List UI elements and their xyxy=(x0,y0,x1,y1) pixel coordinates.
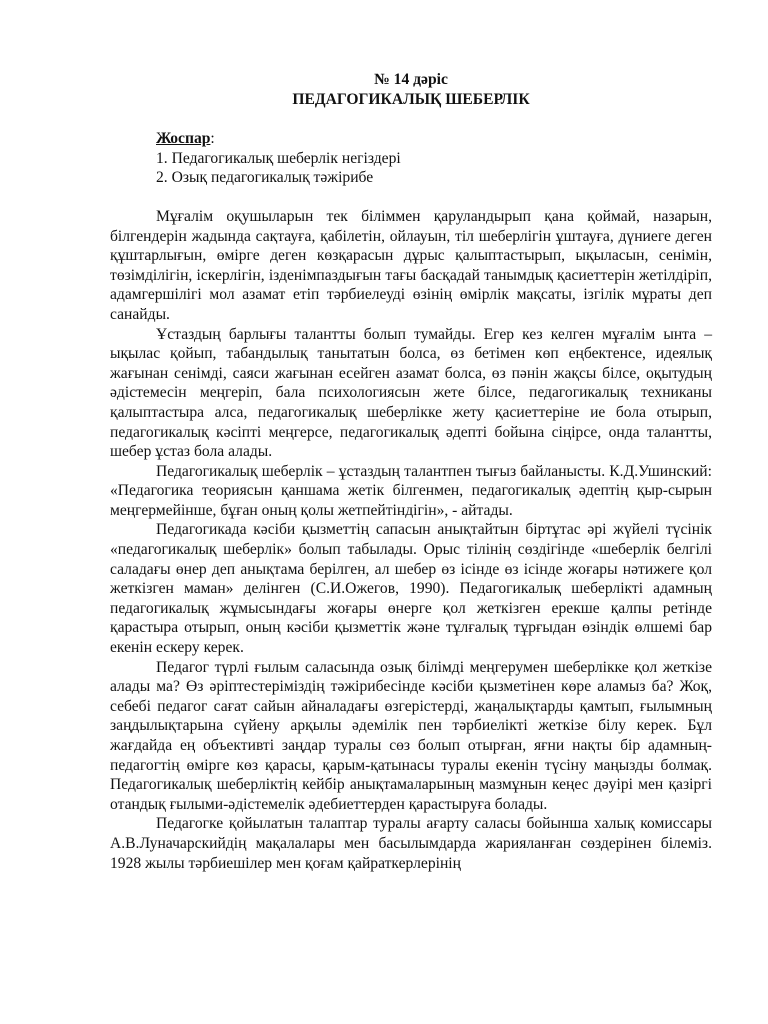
plan-item: 2. Озық педагогикалық тәжірибе xyxy=(156,169,374,187)
plan-section xyxy=(110,129,712,188)
body-paragraph: Мұғалім оқушыларын тек біліммен қаруландырып қана қоймай, назарын, білгендерін жадында сақтауға, қабілетін, ойлауын, тіл шеберлігін ұштауға, дүниеге деген құштарлығын, өмірге деген көзқарасын дұрыс қалыптастырып, ықыласын, сенімін, төзімділігін, іскерлігін, ізденімпаздығын тағы басқадай танымдық қасиеттерін жетілдіріп, адамгершілігі мол азамат етіп тәрбиелеуді өзінің өмірлік мақсаты, ізгілік мұраты деп санайды. xyxy=(110,207,712,323)
plan-heading-line xyxy=(156,129,712,149)
document-title: ПЕДАГОГИКАЛЫҚ ШЕБЕРЛІК xyxy=(292,90,530,108)
document-page xyxy=(110,70,712,873)
body-paragraph: Педагогке қойылатын талаптар туралы ағарту саласы бойынша халық комиссары А.В.Луначарскийдің мақалалары мен басылымдарда жарияланған сөздерінен білеміз. 1928 жылы тәрбиешілер мен қоғам қайраткерлерінің xyxy=(110,815,712,872)
plan-heading: Жоспар xyxy=(156,130,211,148)
body-paragraph: Педагог түрлі ғылым саласында озық білімді меңгерумен шеберлікке қол жеткізе алады ма? Өз әріптестеріміздің тәжірибесінде кәсіби қызметінен көре аламыз ба? Жоқ, себебі педагог сағат сайын айналадағы өзгерістерді, жаңалықтарды қамтып, ғылымның заңдылықтарына сүйену арқылы әдемілік пен тәрбиелікті жеткізе білу керек. Бұл жағдайда ең объективті заңдар туралы сөз болып отырған, яғни нақты бір адамның-педагогтің өмірге көз қарасы, қарым-қатынасы туралы екенін түсіну маңызды болмақ. Педагогикалық шеберліктің кейбір анықтамаларының мазмұнын кеңес дәуірі мен қазіргі отандық ғылыми-әдістемелік әдебиеттерден қарастыруға болады. xyxy=(110,658,712,813)
body-paragraph: Ұстаздың барлығы талантты болып тумайды. Егер кез келген мұғалім ынта – ықылас қойып, табандылық танытатын болса, өз бетімен көп еңбектенсе, идеялық жағынан сенімді, саяси жағынан есейген азамат болса, өз пәнін жақсы білсе, оқытудың әдістемесін меңгеріп, бала психологиясын жете білсе, педагогикалық техниканы қалыптастыра алса, педагогикалық шеберлікке жету қасиеттеріне ие бола отырып, педагогикалық кәсіпті меңгерсе, педагогикалық әдепті бойына сіңірсе, онда талантты, шебер ұстаз бола алады. xyxy=(110,325,712,461)
body-paragraph: Педагогикалық шеберлік – ұстаздың талантпен тығыз байланысты. К.Д.Ушинский: «Педагогика теориясын қаншама жетік білгенмен, педагогикалық әдептің қыр-сырын меңгермейінше, бұған оның қолы жетпейтіндігін», - айтады. xyxy=(110,462,712,519)
document-header xyxy=(110,70,712,109)
plan-heading-colon: : xyxy=(210,130,215,148)
body-paragraph: Педагогикада кәсіби қызметтің сапасын анықтайтын біртұтас әрі жүйелі түсінік «педагогикалық шеберлік» болып табылады. Орыс тілінің сөздігінде «шеберлік белгілі саладағы өнер деп анықтама берілген, ал шебер өз ісінде өз ісінде жоғары нәтижеге қол жеткізген маман» делінген (С.И.Ожегов, 1990). Педагогикалық шеберлікті адамның педагогикалық жұмысындағы жоғары өнерге қол жеткізген ерекше қалпы ретінде қарастыра отырып, оның кәсіби қызметтік және тұлғалық тұрғыдан өзіндік өлшемі бар екенін ескеру керек. xyxy=(110,521,712,657)
plan-item: 1. Педагогикалық шеберлік негіздері xyxy=(156,149,401,167)
lecture-number: № 14 дәріс xyxy=(374,71,448,88)
